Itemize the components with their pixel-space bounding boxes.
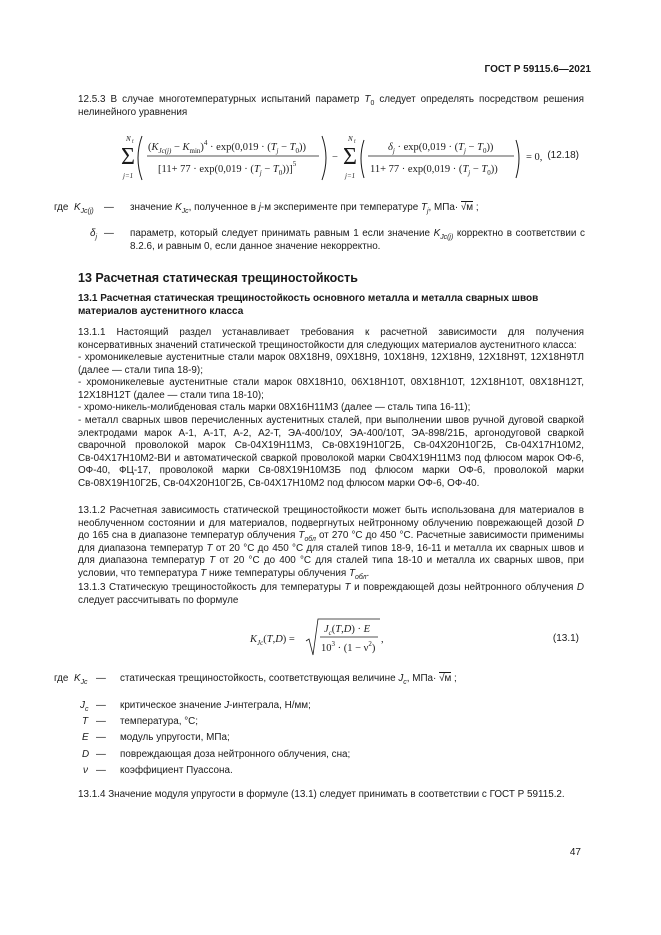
list-item: - хромоникелевые аустенитные стали марок 08Х18Н10, 06Х18Н10Т, 08Х18Н10Т, 12Х18Н10Т, 08Х18Н12Т, 12Х18Н12Т (далее — стали типа 18-10); <box>78 377 584 401</box>
where1-dash-2: — <box>104 228 114 239</box>
where2-dash: — <box>96 716 106 727</box>
eq131-denominator: $10^3 \cdot (1 - \nu^2)$ <box>321 640 376 654</box>
fraction2-denominator: $11+ 77 \cdot \exp(0,019 \cdot (T_j - T_0))$ <box>370 164 498 177</box>
sum1-upper-limit: N <box>126 135 131 143</box>
equation-13-1 <box>250 615 430 661</box>
where2-symbol-t: T <box>82 716 89 727</box>
fraction1-denominator: $[11+ 77 \cdot \exp(0,019 \cdot (T_j - T_0))]^5$ <box>158 160 297 177</box>
equation-12-18 <box>118 132 588 184</box>
where2-desc-jc: критическое значение J-интеграла, Н/мм; <box>120 700 311 711</box>
bullet-list <box>78 352 584 491</box>
where2-desc-kjc: статическая трещиностойкость, соответствующая величине $J_c$, МПа· √м ; <box>120 673 457 686</box>
where2-desc-t: температура, °С; <box>120 716 199 727</box>
list-item: - хромоникелевые аустенитные стали марок 08Х18Н9, 09Х18Н9, 10Х18Н9, 12Х18Н9, 12Х18Н9Т, 12Х18Н9ТЛ (далее — стали типа 18-9); <box>78 352 584 376</box>
where1-desc-1: значение $K_{Jc}$, полученное в j-м эксперименте при температуре $T_j$, МПа· √м ; <box>130 202 479 215</box>
where2-symbol-kjc: $K_{Jc}$ <box>74 673 88 686</box>
where2-symbol-d: D <box>82 749 90 760</box>
where2-desc-e: модуль упругости, МПа; <box>120 732 230 743</box>
sum2-lower-limit: j=1 <box>345 172 356 180</box>
sum2-upper-limit: N <box>348 135 353 143</box>
equation-13-1-graphic <box>250 615 430 661</box>
paragraph-13-1-3: 13.1.3 Статическую трещиностойкость для температуры T и повреждающей дозы нейтронного облучения D следует рассчитывать по формуле <box>78 582 584 606</box>
eq1218-minus: − <box>332 152 338 163</box>
paragraph-12-5-3 <box>78 94 584 119</box>
where2-dash: — <box>96 673 106 684</box>
section-13-1-title: 13.1 Расчетная статическая трещиностойкость основного металла и металла сварных швов материалов аустенитного класса <box>78 293 539 317</box>
sum2-upper-limit-sub: f <box>354 140 356 145</box>
where2-dash: — <box>96 700 106 711</box>
eq1218-equals-zero: = 0, <box>526 152 543 163</box>
where1-symbol-delta: $\delta_j$ <box>90 228 98 241</box>
eq1218-left-paren-2 <box>361 140 364 178</box>
where1-desc-2: параметр, который следует принимать равным 1 если значение $K_{Jc(j)}$ корректно в соответствии с 8.2.6, и равным 0, если данное значение некорректно. <box>130 228 585 252</box>
fraction2-numerator: $\delta_j \cdot \exp(0,019 \cdot (T_j - T_0))$ <box>388 142 494 155</box>
eq131-lhs: $K_{Jc}(T,D)$ = <box>250 634 295 647</box>
eq1218-left-bracket <box>138 136 142 180</box>
paragraph-13-1-1: 13.1.1 Настоящий раздел устанавливает требования к расчетной зависимости для получения консервативных значений статической трещиностойкости для следующих материалов аустенитного класса: <box>78 327 584 351</box>
list-item: - металл сварных швов перечисленных аустенитных сталей, при выполнении швов ручной дуговой сваркой электродами марок А-1, А-1Т, А-2, А2-Т, ЭА-400/10У, ЭА-400/10Т, ЭА-898/21Б, аргонодуговой сваркой сварочной проволокой марок Св-04Х19Н11М3, Св-08Х19Н10Г2Б, Св-04Х20Н10Г2Б, Св-04Х17Н10М2, Св-04Х17Н10М2-ВИ и автоматической сваркой проволокой марки Св04Х19Н11М3 под флюсом марок ОФ-6, ОФ-40, ФЦ-17, проволокой марки Св-08Х19Н10М3Б под флюсом марки ОФ-6, проволокой марки Св-08Х19Н10Г2Б, Св-04Х20Н10Г2Б, Св-04Х17Н10М2 под флюсом марки ОФ-6, ОФ-40. <box>78 414 584 489</box>
where2-symbol-e: E <box>82 732 89 743</box>
where2-dash: — <box>96 765 106 776</box>
paragraph-13-1-2: 13.1.2 Расчетная зависимость статической трещиностойкости может быть использована для материалов в необлученном состоянии и для материалов, подвергнутых нейтронному облучению поврежающей дозой D до 165 сна в диапазоне температур облучения $T_{обл}$ от 270 °С до 450 °С. Расчетные зависимости применимы для диапазона температур T от 20 °С до 450 °С для сталей типов 18-9, 16-11 и металла их сварных швов и для диапазона температур T от 20 °С до 400 °С для сталей типа 18-10 и металла их сварных швов, при условии, что температура T ниже температуры облучения $T_{обл}$. <box>78 505 584 581</box>
paragraph-13-1-4: 13.1.4 Значение модуля упругости в формуле (13.1) следует принимать в соответствии с ГОСТ Р 59115.2. <box>78 789 565 800</box>
eq1218-right-bracket <box>322 136 326 180</box>
sum1-sigma: Σ <box>121 144 135 170</box>
where2-desc-d: повреждающая доза нейтронного облучения, сна; <box>120 749 351 760</box>
where2-dash: — <box>96 732 106 743</box>
where2-symbol-jc: $J_c$ <box>80 700 89 713</box>
equation-number-12-18: (12.18) <box>547 150 579 161</box>
sum1-lower-limit: j=1 <box>123 172 134 180</box>
fraction1-numerator: $(K_{Jc(j)} - K_{min})^4 \cdot \exp(0,019 \cdot (T_j - T_0))$ <box>148 139 307 155</box>
where2-dash: — <box>96 749 106 760</box>
list-item: - хромо-никель-молибденовая сталь марки 08Х16Н11М3 (далее — сталь типа 16-11); <box>78 402 471 414</box>
section-13-title: 13 Расчетная статическая трещиностойкость <box>78 271 358 285</box>
sum2-sigma: Σ <box>343 144 357 170</box>
where2-desc-nu: коэффициент Пуассона. <box>120 765 233 776</box>
where1-symbol-kjcj: $K_{Jc(j)}$ <box>74 202 94 215</box>
sum1-upper-limit-sub: f <box>132 140 134 145</box>
eq1218-right-paren-2 <box>516 140 519 178</box>
equation-number-13-1: (13.1) <box>552 633 579 644</box>
equation-12-18-graphic <box>118 132 588 184</box>
where-lead-2: где <box>54 673 69 684</box>
document-header: ГОСТ Р 59115.6—2021 <box>484 64 591 75</box>
eq131-numerator: $J_c(T,D) \cdot E$ <box>324 624 371 637</box>
eq131-comma: , <box>381 634 384 645</box>
page-number: 47 <box>569 847 581 858</box>
paragraph-12-5-3-render: 12.5.3 В случае многотемпературных испытаний параметр $T_0$ следует определять посредством решения нелинейного уравнения <box>78 94 584 118</box>
where-lead-1: где <box>54 202 69 213</box>
where2-symbol-nu: ν <box>83 765 88 776</box>
where1-dash-1: — <box>104 202 114 213</box>
